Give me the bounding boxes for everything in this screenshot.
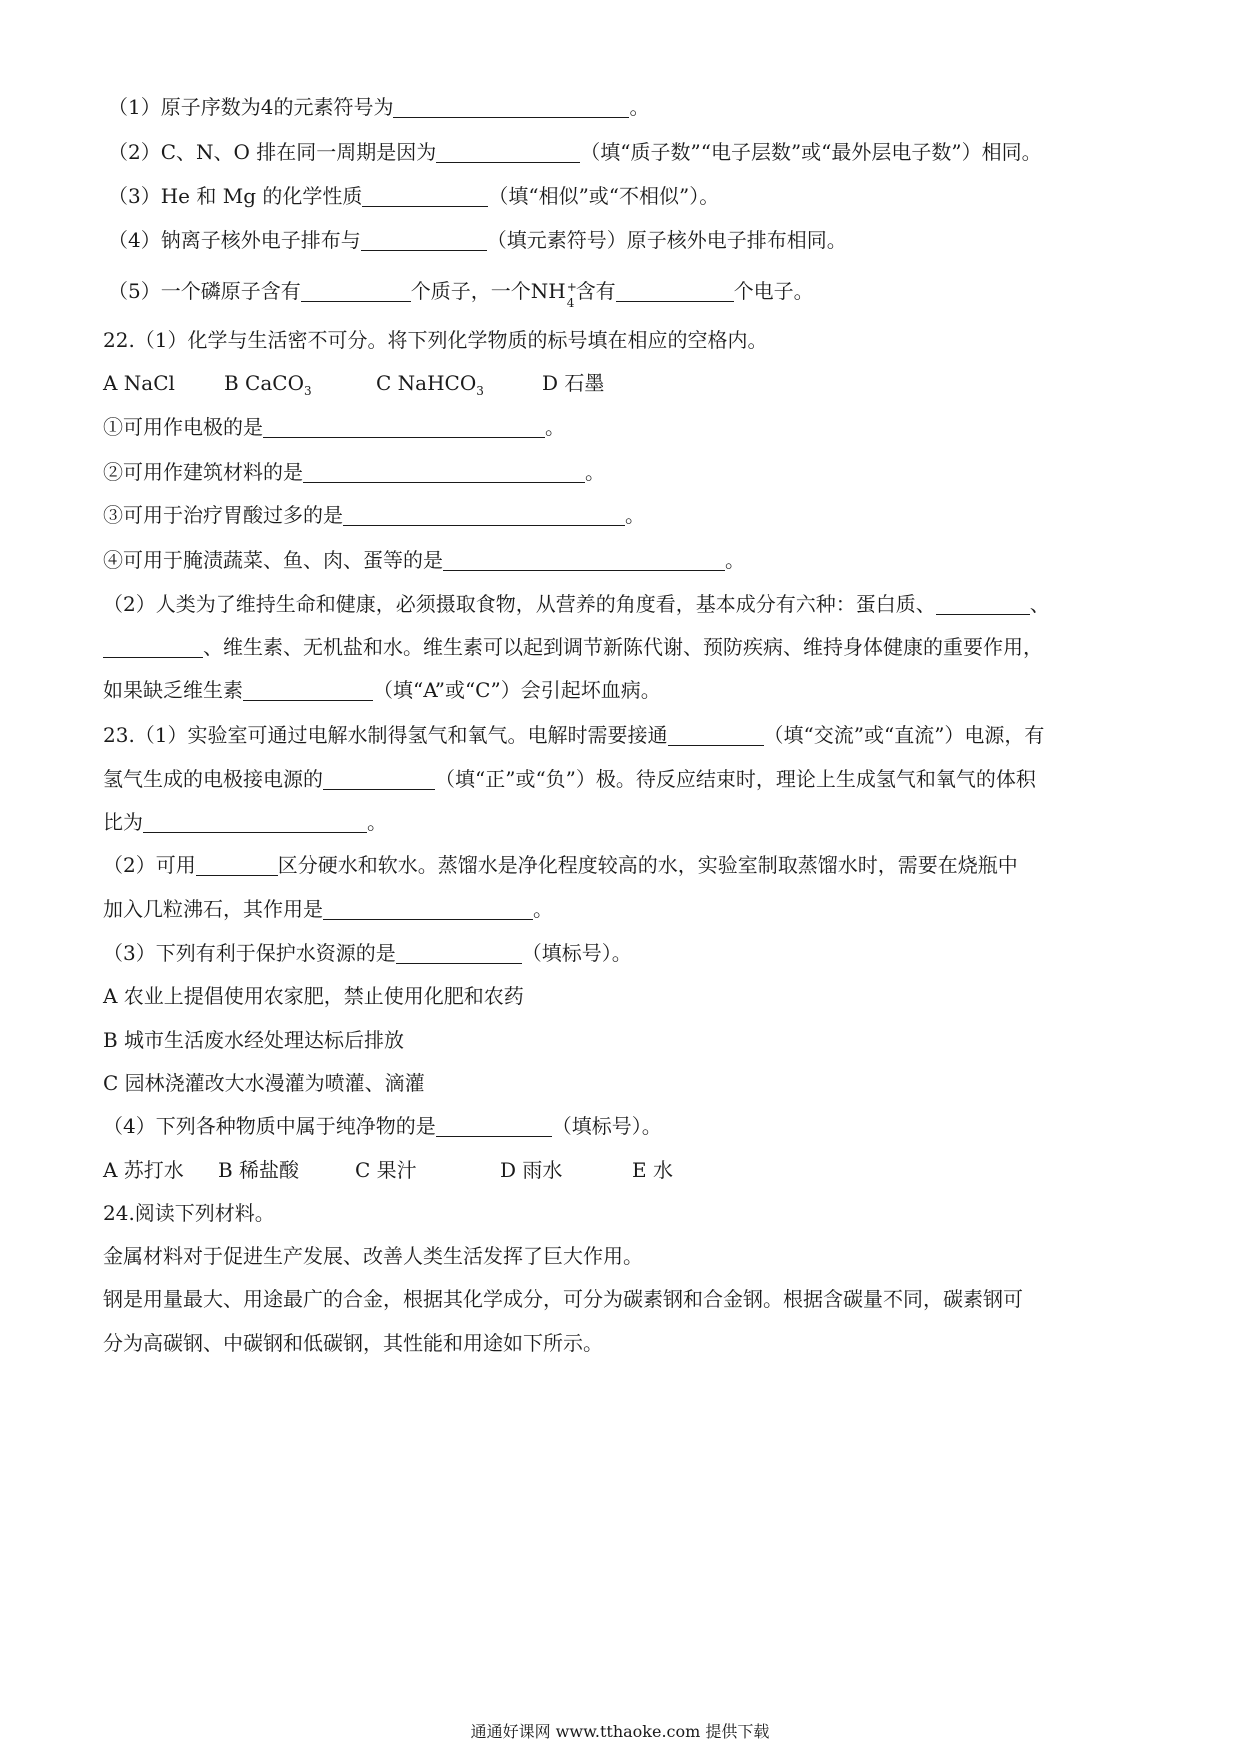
q23-option-b: B 城市生活废水经处理达标后排放 xyxy=(103,1028,405,1052)
q21-3-text: （3）He 和 Mg 的化学性质 xyxy=(108,184,363,208)
answer-blank[interactable] xyxy=(103,635,203,658)
q21-5-text: （5）一个磷原子含有 xyxy=(108,279,301,303)
q22-item-1: ①可用作电极的是 。 xyxy=(103,415,565,439)
q23-4-option-c: C 果汁 xyxy=(355,1158,417,1182)
answer-blank[interactable] xyxy=(361,228,487,251)
answer-blank[interactable] xyxy=(616,279,734,302)
q21-2-end: （填“质子数”“电子层数”或“最外层电子数”）相同。 xyxy=(580,140,1042,164)
q21-1-end: 。 xyxy=(629,95,650,119)
q22-part2-line1: （2）人类为了维持生命和健康，必须摄取食物，从营养的角度看，基本成分有六种：蛋白质、 、 xyxy=(103,592,1050,616)
q23-4-option-a: A 苏打水 xyxy=(103,1158,184,1182)
q22-part2-line3: 如果缺乏维生素 （填“A”或“C”）会引起坏血病。 xyxy=(103,678,661,702)
answer-blank[interactable] xyxy=(668,723,764,746)
q23-line2: 氢气生成的电极接电源的 （填“正”或“负”）极。待反应结束时，理论上生成氢气和氧气的体积 xyxy=(103,767,1036,791)
answer-blank[interactable] xyxy=(362,184,488,207)
q21-3-end: （填“相似”或“不相似”）。 xyxy=(488,184,720,208)
q22-item-4: ④可用于腌渍蔬菜、鱼、肉、蛋等的是 。 xyxy=(103,548,745,572)
q21-5-text-c: 含有 xyxy=(575,279,616,303)
answer-blank[interactable] xyxy=(143,810,367,833)
q22-option-b: B CaCO$_3$ xyxy=(224,371,312,398)
ammonium-ion: NH + 4 xyxy=(530,279,577,310)
answer-blank[interactable] xyxy=(936,592,1030,615)
answer-blank[interactable] xyxy=(443,548,725,571)
q24-paragraph-2-line1: 钢是用量最大、用途最广的合金，根据其化学成分，可分为碳素钢和合金钢。根据含碳量不同，碳素钢可 xyxy=(103,1287,1023,1311)
q23-line6: （3）下列有利于保护水资源的是 （填标号）。 xyxy=(103,941,632,965)
q21-4-text: （4）钠离子核外电子排布与 xyxy=(108,228,361,252)
q22-intro: 22.（1）化学与生活密不可分。将下列化学物质的标号填在相应的空格内。 xyxy=(103,328,768,352)
q22-item-3: ③可用于治疗胃酸过多的是 。 xyxy=(103,503,645,527)
answer-blank[interactable] xyxy=(396,941,522,964)
q21-2-text: （2）C、N、O 排在同一周期是因为 xyxy=(108,140,437,164)
q24-paragraph-2-line2: 分为高碳钢、中碳钢和低碳钢，其性能和用途如下所示。 xyxy=(103,1331,603,1355)
q23-option-a: A 农业上提倡使用农家肥，禁止使用化肥和农药 xyxy=(103,984,524,1008)
q24-title: 24.阅读下列材料。 xyxy=(103,1201,275,1225)
q22-option-c: C NaHCO$_3$ xyxy=(376,371,484,398)
answer-blank[interactable] xyxy=(301,279,411,302)
q24-paragraph-1: 金属材料对于促进生产发展、改善人类生活发挥了巨大作用。 xyxy=(103,1244,643,1268)
q21-1-text: （1）原子序数为4的元素符号为 xyxy=(108,95,394,119)
q23-line3: 比为 。 xyxy=(103,810,387,834)
answer-blank[interactable] xyxy=(323,767,435,790)
q23-line5: 加入几粒沸石，其作用是 。 xyxy=(103,897,553,921)
q21-2 xyxy=(108,137,1042,167)
q22-part2-line2: 、维生素、无机盐和水。维生素可以起到调节新陈代谢、预防疾病、维持身体健康的重要作用， xyxy=(103,632,1043,662)
q23-4-option-d: D 雨水 xyxy=(500,1158,563,1182)
q21-4-end: （填元素符号）原子核外电子排布相同。 xyxy=(486,228,847,252)
q21-5 xyxy=(108,276,814,310)
q22-item-2: ②可用作建筑材料的是 。 xyxy=(103,460,605,484)
answer-blank[interactable] xyxy=(303,460,585,483)
answer-blank[interactable] xyxy=(343,503,625,526)
q23-4-option-e: E 水 xyxy=(632,1158,673,1182)
answer-blank[interactable] xyxy=(436,1114,552,1137)
q21-3 xyxy=(108,181,719,211)
q22-option-a: A NaCl xyxy=(103,371,175,395)
answer-blank[interactable] xyxy=(196,853,278,876)
q21-1 xyxy=(108,92,649,122)
q23-line1: 23.（1）实验室可通过电解水制得氢气和氧气。电解时需要接通 （填“交流”或“直流”）电源，有 xyxy=(103,723,1045,747)
answer-blank[interactable] xyxy=(243,678,373,701)
q21-5-text-b: 个质子，一个 xyxy=(410,279,531,303)
q23-option-c: C 园林浇灌改大水漫灌为喷灌、滴灌 xyxy=(103,1071,425,1095)
q21-4 xyxy=(108,225,847,255)
q21-5-end: 个电子。 xyxy=(733,279,814,303)
answer-blank[interactable] xyxy=(393,95,629,118)
q22-option-d: D 石墨 xyxy=(542,371,605,395)
q23-line7: （4）下列各种物质中属于纯净物的是 （填标号）。 xyxy=(103,1114,662,1138)
q23-4-option-b: B 稀盐酸 xyxy=(218,1158,300,1182)
answer-blank[interactable] xyxy=(263,415,545,438)
q23-line4: （2）可用 区分硬水和软水。蒸馏水是净化程度较高的水，实验室制取蒸馏水时，需要在烧瓶中 xyxy=(103,853,1018,877)
answer-blank[interactable] xyxy=(436,140,580,163)
page-footer: 通通好课网 www.tthaoke.com 提供下载 xyxy=(470,1722,770,1741)
answer-blank[interactable] xyxy=(323,897,533,920)
